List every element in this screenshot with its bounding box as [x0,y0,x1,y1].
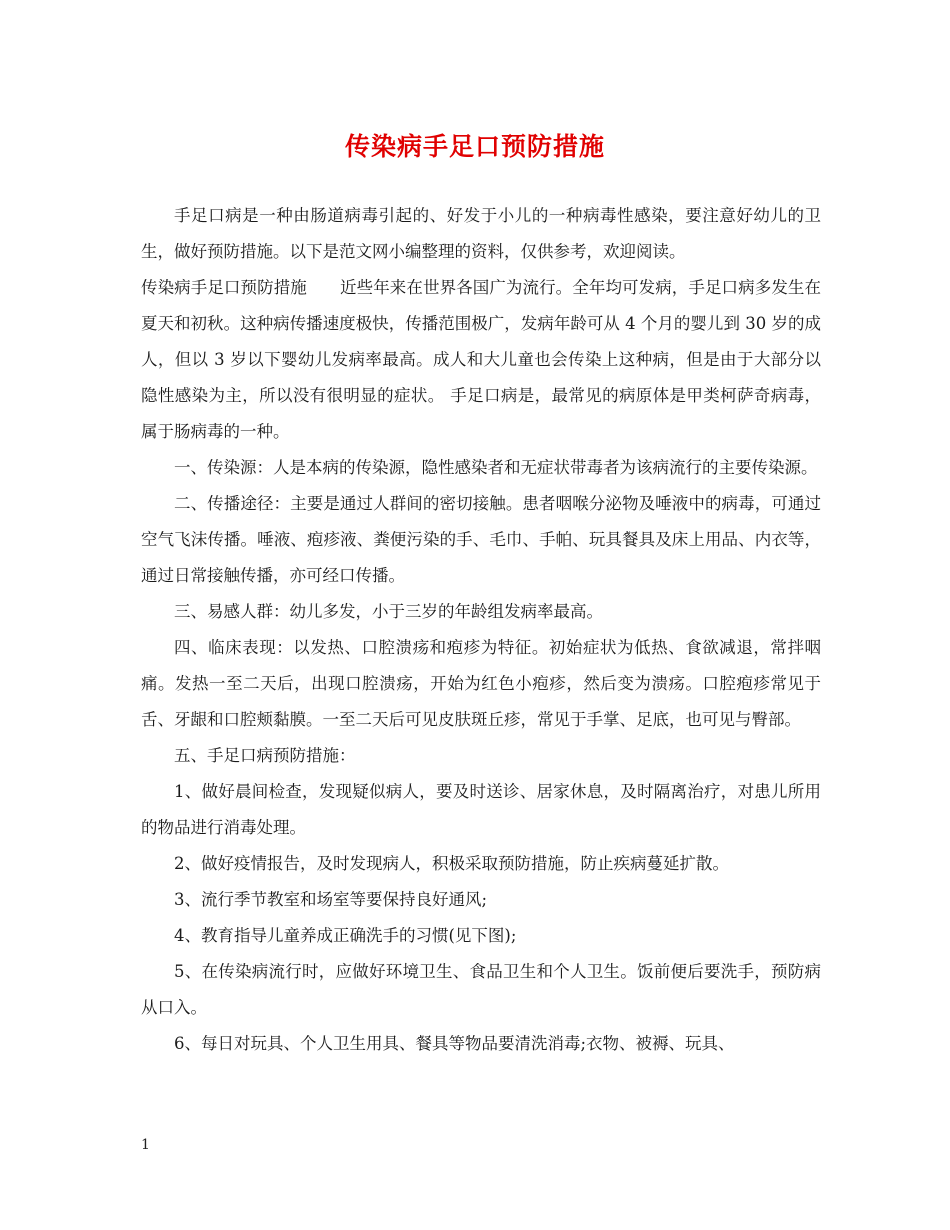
paragraph-measure-2: 2、做好疫情报告，及时发现病人，积极采取预防措施，防止疾病蔓延扩散。 [174,854,729,873]
paragraph-overview: 传染病手足口预防措施 近些年来在世界各国广为流行。全年均可发病，手足口病多发生在夏天和初秋。这种病传播速度极快，传播范围极广，发病年龄可从 4 个月的婴儿到 30 岁的成人，但以 3 岁以下婴幼儿发病率最高。成人和大儿童也会传染上这种病，但是由于大部分以隐性感染为主，所以没有很明显的症状。 手足口病是，最常见的病原体是甲类柯萨奇病毒，属于肠病毒的一种。 [141,278,821,441]
paragraph-measure-4: 4、教育指导儿童养成正确洗手的习惯(见下图); [174,926,517,945]
paragraph-prevention-heading: 五、手足口病预防措施： [174,746,356,765]
paragraph-measure-6: 6、每日对玩具、个人卫生用具、餐具等物品要清洗消毒;衣物、被褥、玩具、 [174,1034,735,1053]
page-number: 1 [141,1137,150,1153]
document-body [141,198,821,1062]
paragraph-measure-1: 1、做好晨间检查，发现疑似病人，要及时送诊、居家休息，及时隔离治疗，对患儿所用的物品进行消毒处理。 [141,782,821,837]
paragraph-transmission: 二、传播途径：主要是通过人群间的密切接触。患者咽喉分泌物及唾液中的病毒，可通过空气飞沫传播。唾液、疱疹液、粪便污染的手、毛巾、手帕、玩具餐具及床上用品、内衣等，通过日常接触传播，亦可经口传播。 [141,494,821,585]
paragraph-symptoms: 四、临床表现：以发热、口腔溃疡和疱疹为特征。初始症状为低热、食欲减退，常拌咽痛。发热一至二天后，出现口腔溃疡，开始为红色小疱疹，然后变为溃疡。口腔疱疹常见于舌、牙龈和口腔颊黏膜。一至二天后可见皮肤斑丘疹，常见于手掌、足底，也可见与臀部。 [141,638,821,729]
paragraph-measure-5: 5、在传染病流行时，应做好环境卫生、食品卫生和个人卫生。饭前便后要洗手，预防病从口入。 [141,962,821,1017]
paragraph-infection-source: 一、传染源：人是本病的传染源，隐性感染者和无症状带毒者为该病流行的主要传染源。 [174,458,818,477]
document-title: 传染病手足口预防措施 [344,132,605,161]
paragraph-intro: 手足口病是一种由肠道病毒引起的、好发于小儿的一种病毒性感染，要注意好幼儿的卫生，做好预防措施。以下是范文网小编整理的资料，仅供参考，欢迎阅读。 [141,206,821,261]
paragraph-measure-3: 3、流行季节教室和场室等要保持良好通风; [174,890,488,909]
paragraph-susceptible: 三、易感人群：幼儿多发，小于三岁的年龄组发病率最高。 [174,602,603,621]
